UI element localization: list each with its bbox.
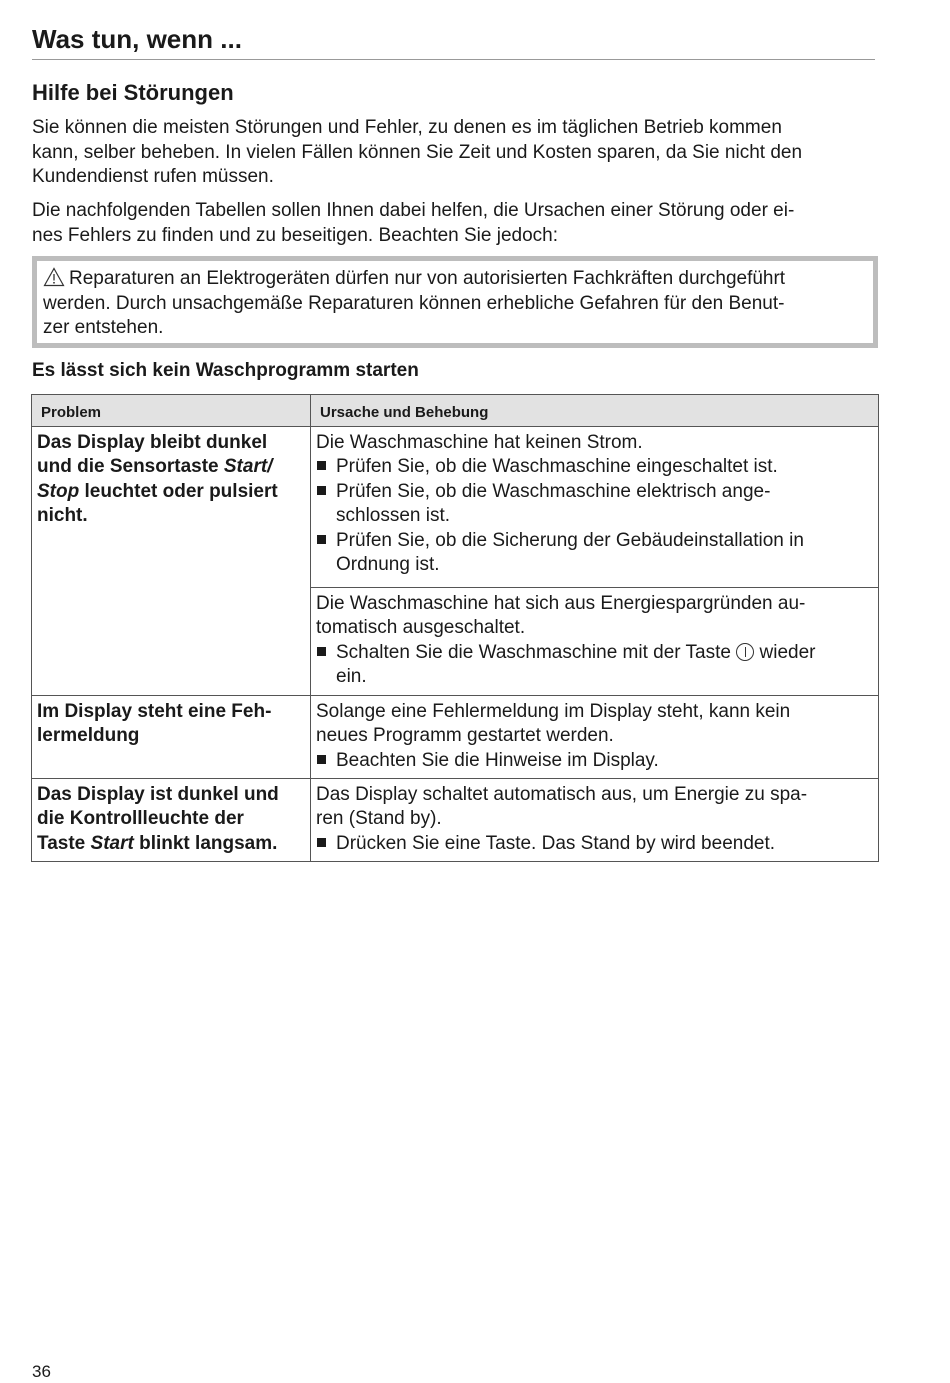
table-row [32,778,879,861]
cause-cell [311,695,879,778]
text-segment: blinkt langsam. [133,832,278,854]
text-segment: und die Sensortaste [37,456,224,477]
bullet-text: Prüfen Sie, ob die Waschmaschine eingeschaltet ist. [336,456,778,477]
warning-triangle-icon [43,267,65,287]
text-line: Das Display bleibt dunkel [37,431,268,453]
text-line: Die Waschmaschine hat keinen Strom. [316,431,643,453]
bullet-square-icon [317,486,326,495]
troubleshooting-table [31,394,879,862]
cause-cell [311,778,879,861]
bullet-item [316,749,873,774]
problem-cell [32,695,311,778]
text-line: kann, selber beheben. In vielen Fällen können Sie Zeit und Kosten sparen, da Sie nicht den [32,141,803,163]
bullet-text: ein. [336,666,367,687]
text-line: ren (Stand by). [316,808,442,829]
text-line: Kundendienst rufen müssen. [32,166,274,187]
text-segment-italic: Stop [37,480,80,502]
text-line: Sie können die meisten Störungen und Fehler, zu denen es im täglichen Betrieb kommen [32,117,782,138]
bullet-square-icon [317,755,326,764]
bullet-item [316,529,873,554]
table-heading: Es lässt sich kein Waschprogramm starten [32,360,419,381]
text-segment-italic: Start/ [223,456,273,477]
text-line: nicht. [37,505,88,526]
page-number: 36 [32,1362,51,1381]
bullet-text: Schalten Sie die Waschmaschine mit der Taste [336,641,737,663]
column-header-cause: Ursache und Behebung [311,395,879,427]
text-line: Das Display schaltet automatisch aus, um Energie zu spa- [316,783,808,805]
warning-box [32,256,878,348]
text-segment-italic: Start [90,832,134,854]
bullet-text: Beachten Sie die Hinweise im Display. [336,749,659,771]
bullet-square-icon [317,461,326,470]
title-rule [32,59,875,60]
text-line: Die nachfolgenden Tabellen sollen Ihnen dabei helfen, die Ursachen einer Störung oder ei- [32,200,795,221]
page-title: Was tun, wenn ... [32,24,242,54]
tables-paragraph [32,199,794,248]
table-row [32,426,879,587]
text-line: die Kontrollleuchte der [37,808,244,829]
bullet-item [316,641,873,666]
problem-cell [32,426,311,695]
bullet-item [316,455,873,480]
text-line: neues Programm gestartet werden. [316,725,614,746]
bullet-square-icon [317,838,326,847]
section-title: Hilfe bei Störungen [32,80,234,105]
warning-text: Reparaturen an Elektrogeräten dürfen nur von autorisierten Fachkräften durchgeführt [69,268,786,289]
warning-text: werden. Durch unsachgemäße Reparaturen können erhebliche Gefahren für den Benut- [43,292,785,314]
bullet-item [316,480,873,505]
text-line: Im Display steht eine Feh- [37,700,272,722]
text-segment: Taste [37,832,91,854]
bullet-item [316,832,873,857]
bullet-square-icon [317,647,326,656]
text-line: tomatisch ausgeschaltet. [316,617,526,638]
bullet-text: Prüfen Sie, ob die Sicherung der Gebäudeinstallation in [336,529,804,551]
cause-cell [311,426,879,587]
problem-cell [32,778,311,861]
bullet-text: wieder [754,641,816,663]
bullet-text: schlossen ist. [336,505,451,526]
text-line: Die Waschmaschine hat sich aus Energiespargründen au- [316,592,806,614]
text-line: Solange eine Fehlermeldung im Display steht, kann kein [316,700,791,722]
bullet-text: Drücken Sie eine Taste. Das Stand by wird beendet. [336,832,776,854]
bullet-text: Prüfen Sie, ob die Waschmaschine elektrisch ange- [336,480,771,502]
text-segment: leuchtet oder pulsiert [79,480,278,502]
text-line: nes Fehlers zu finden und zu beseitigen. Beachten Sie jedoch: [32,224,559,246]
intro-paragraph [32,116,802,190]
power-button-icon [736,643,754,661]
table-row [32,695,879,778]
text-line: lermeldung [37,725,140,746]
warning-text: zer entstehen. [43,317,164,338]
bullet-square-icon [317,535,326,544]
cause-cell [311,587,879,695]
table-header-row [32,395,879,427]
bullet-text: Ordnung ist. [336,554,440,575]
column-header-problem: Problem [32,395,311,427]
text-line: Das Display ist dunkel und [37,783,279,805]
